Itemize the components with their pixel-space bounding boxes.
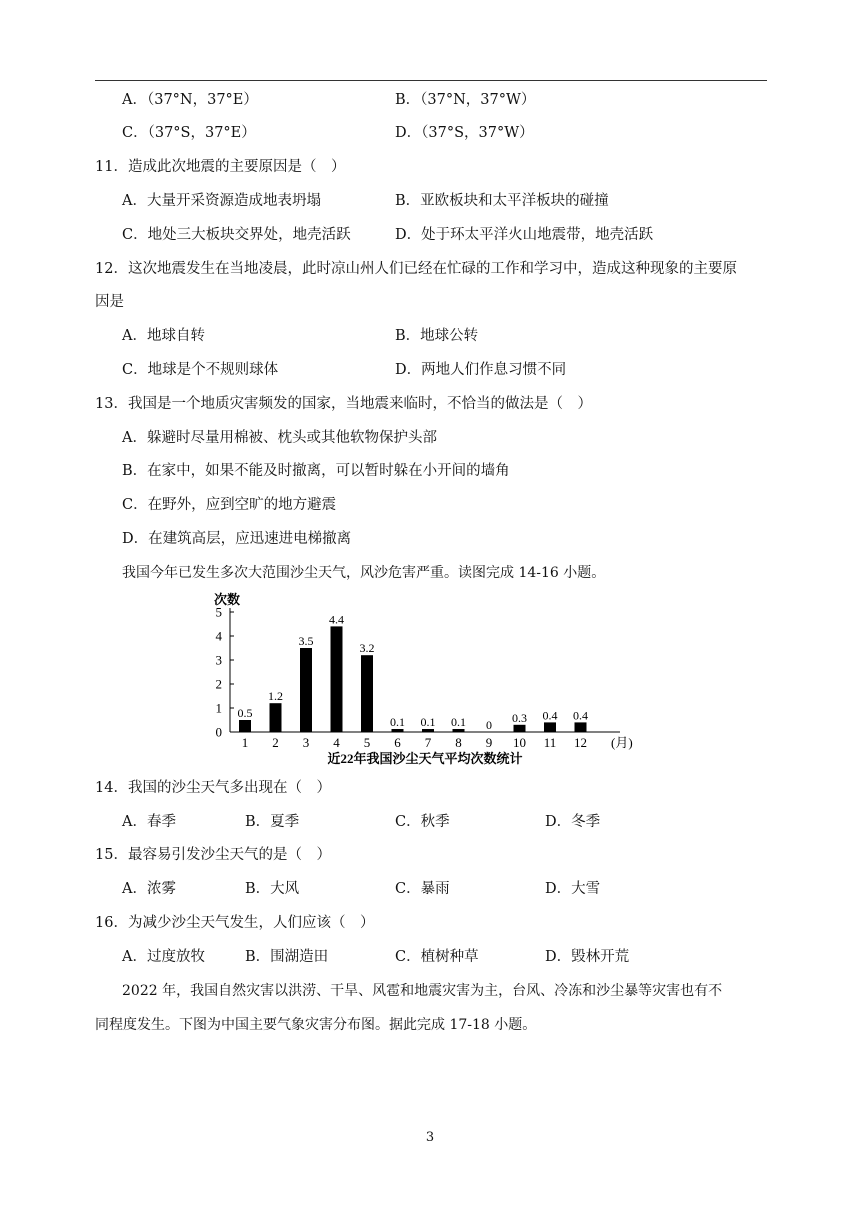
bar-month-10 [514, 725, 526, 732]
data-label-month-9: 0 [486, 718, 492, 732]
q15-option-c: C．暴雨 [395, 881, 450, 897]
data-label-month-8: 0.1 [451, 715, 466, 729]
q14-option-a: A．春季 [122, 814, 176, 830]
intro-17-18-line1: 2022 年，我国自然灾害以洪涝、干旱、风雹和地震灾害为主，台风、冷冻和沙尘暴等灾害也有不 [122, 983, 723, 999]
q10-option-b: B．（37°N，37°W） [395, 92, 536, 108]
data-label-month-12: 0.4 [573, 708, 588, 723]
bar-month-8 [453, 729, 465, 732]
q13-stem: 13．我国是一个地质灾害频发的国家，当地震来临时，不恰当的做法是（ ） [95, 396, 592, 412]
q13-option-a: A．躲避时尽量用棉被、枕头或其他软物保护头部 [122, 430, 437, 446]
q15-option-d: D．大雪 [545, 881, 601, 897]
data-label-month-6: 0.1 [390, 715, 405, 729]
dust-weather-bar-chart [200, 588, 650, 768]
data-label-month-5: 3.2 [359, 641, 375, 656]
x-tick-label: 11 [543, 735, 557, 750]
y-tick-label: 2 [215, 676, 222, 692]
data-label-month-1: 0.5 [237, 706, 253, 720]
q12-option-a: A．地球自转 [122, 328, 205, 344]
q14-option-b: B．夏季 [245, 814, 300, 830]
x-tick-label: 2 [272, 735, 279, 750]
bar-month-3 [300, 648, 312, 732]
q10-option-d: D．（37°S，37°W） [395, 125, 534, 141]
q12-option-d: D．两地人们作息习惯不同 [395, 362, 567, 378]
q11-option-a: A．大量开采资源造成地表坍塌 [122, 193, 321, 209]
q10-option-a: A．（37°N，37°E） [122, 92, 258, 108]
x-tick-label: 4 [333, 735, 340, 750]
x-axis-labels [242, 735, 587, 750]
x-tick-label: 7 [424, 735, 432, 750]
bar-month-12 [575, 722, 587, 732]
intro-14-16: 我国今年已发生多次大范围沙尘天气，风沙危害严重。读图完成 14-16 小题。 [122, 565, 606, 581]
data-label-month-10: 0.3 [512, 710, 527, 725]
q12-option-c: C．地球是个不规则球体 [122, 362, 279, 378]
x-tick-label: 5 [363, 735, 371, 750]
data-label-month-7: 0.1 [420, 715, 436, 729]
q16-option-c: C．植树种草 [395, 949, 479, 965]
q16-option-a: A．过度放牧 [122, 949, 205, 965]
x-tick-label: 6 [394, 735, 401, 750]
bar-month-11 [544, 722, 556, 732]
y-tick-label: 5 [215, 604, 222, 620]
x-tick-label: 12 [574, 735, 587, 750]
x-tick-label: 10 [513, 735, 526, 750]
x-tick-label: 8 [455, 735, 462, 750]
y-tick-label: 3 [215, 652, 222, 668]
q11-option-b: B．亚欧板块和太平洋板块的碰撞 [395, 193, 609, 209]
y-tick-label: 4 [215, 628, 222, 644]
q13-option-d: D．在建筑高层，应迅速进电梯撤离 [122, 531, 352, 547]
data-label-month-11: 0.4 [542, 708, 558, 723]
x-tick-label: 3 [302, 735, 310, 750]
data-label-month-2: 1.2 [268, 689, 283, 704]
y-axis-ticks [216, 605, 235, 740]
q11-stem: 11．造成此次地震的主要原因是（ ） [95, 159, 346, 175]
q13-option-c: C．在野外，应到空旷的地方避震 [122, 497, 337, 513]
q16-option-b: B．围湖造田 [245, 949, 329, 965]
q11-option-d: D．处于环太平洋火山地震带，地壳活跃 [395, 227, 654, 243]
x-tick-label: 9 [485, 735, 493, 750]
data-label-month-4: 4.4 [329, 612, 344, 627]
q15-option-a: A．浓雾 [122, 881, 176, 897]
bar-month-7 [422, 729, 434, 732]
bars [238, 612, 589, 732]
q13-option-b: B．在家中，如果不能及时撤离，可以暂时躲在小开间的墙角 [122, 463, 510, 479]
q14-stem: 14．我国的沙尘天气多出现在（ ） [95, 780, 331, 796]
y-tick-label: 0 [215, 724, 222, 740]
bar-month-5 [361, 655, 373, 732]
q11-option-c: C．地处三大板块交界处，地壳活跃 [122, 227, 351, 243]
q14-option-d: D．冬季 [545, 814, 601, 830]
q10-option-c: C．（37°S，37°E） [122, 125, 256, 141]
page-number: 3 [425, 1130, 435, 1145]
chart-title: 近22年我国沙尘天气平均次数统计 [327, 751, 523, 766]
q16-option-d: D．毁林开荒 [545, 949, 630, 965]
bar-month-4 [331, 626, 343, 732]
q12-option-b: B．地球公转 [395, 328, 479, 344]
intro-17-18-line2: 同程度发生。下图为中国主要气象灾害分布图。据此完成 17-18 小题。 [95, 1017, 537, 1033]
q16-stem: 16．为减少沙尘天气发生，人们应该（ ） [95, 915, 375, 931]
q14-option-c: C．秋季 [395, 814, 450, 830]
header-rule [95, 80, 767, 81]
x-tick-label: 1 [241, 735, 249, 750]
q12-stem-line1: 12．这次地震发生在当地凌晨，此时凉山州人们已经在忙碌的工作和学习中，造成这种现象的主要原 [95, 261, 737, 277]
q12-stem-line2: 因是 [95, 294, 124, 310]
data-label-month-3: 3.5 [298, 634, 314, 648]
bar-month-6 [392, 729, 404, 732]
bar-month-1 [239, 720, 251, 732]
bar-month-2 [270, 703, 282, 732]
y-axis-title: 次数 [214, 592, 241, 607]
q15-stem: 15．最容易引发沙尘天气的是（ ） [95, 847, 331, 863]
x-axis-unit: (月) [611, 735, 633, 750]
q15-option-b: B．大风 [245, 881, 300, 897]
y-tick-label: 1 [215, 700, 222, 716]
